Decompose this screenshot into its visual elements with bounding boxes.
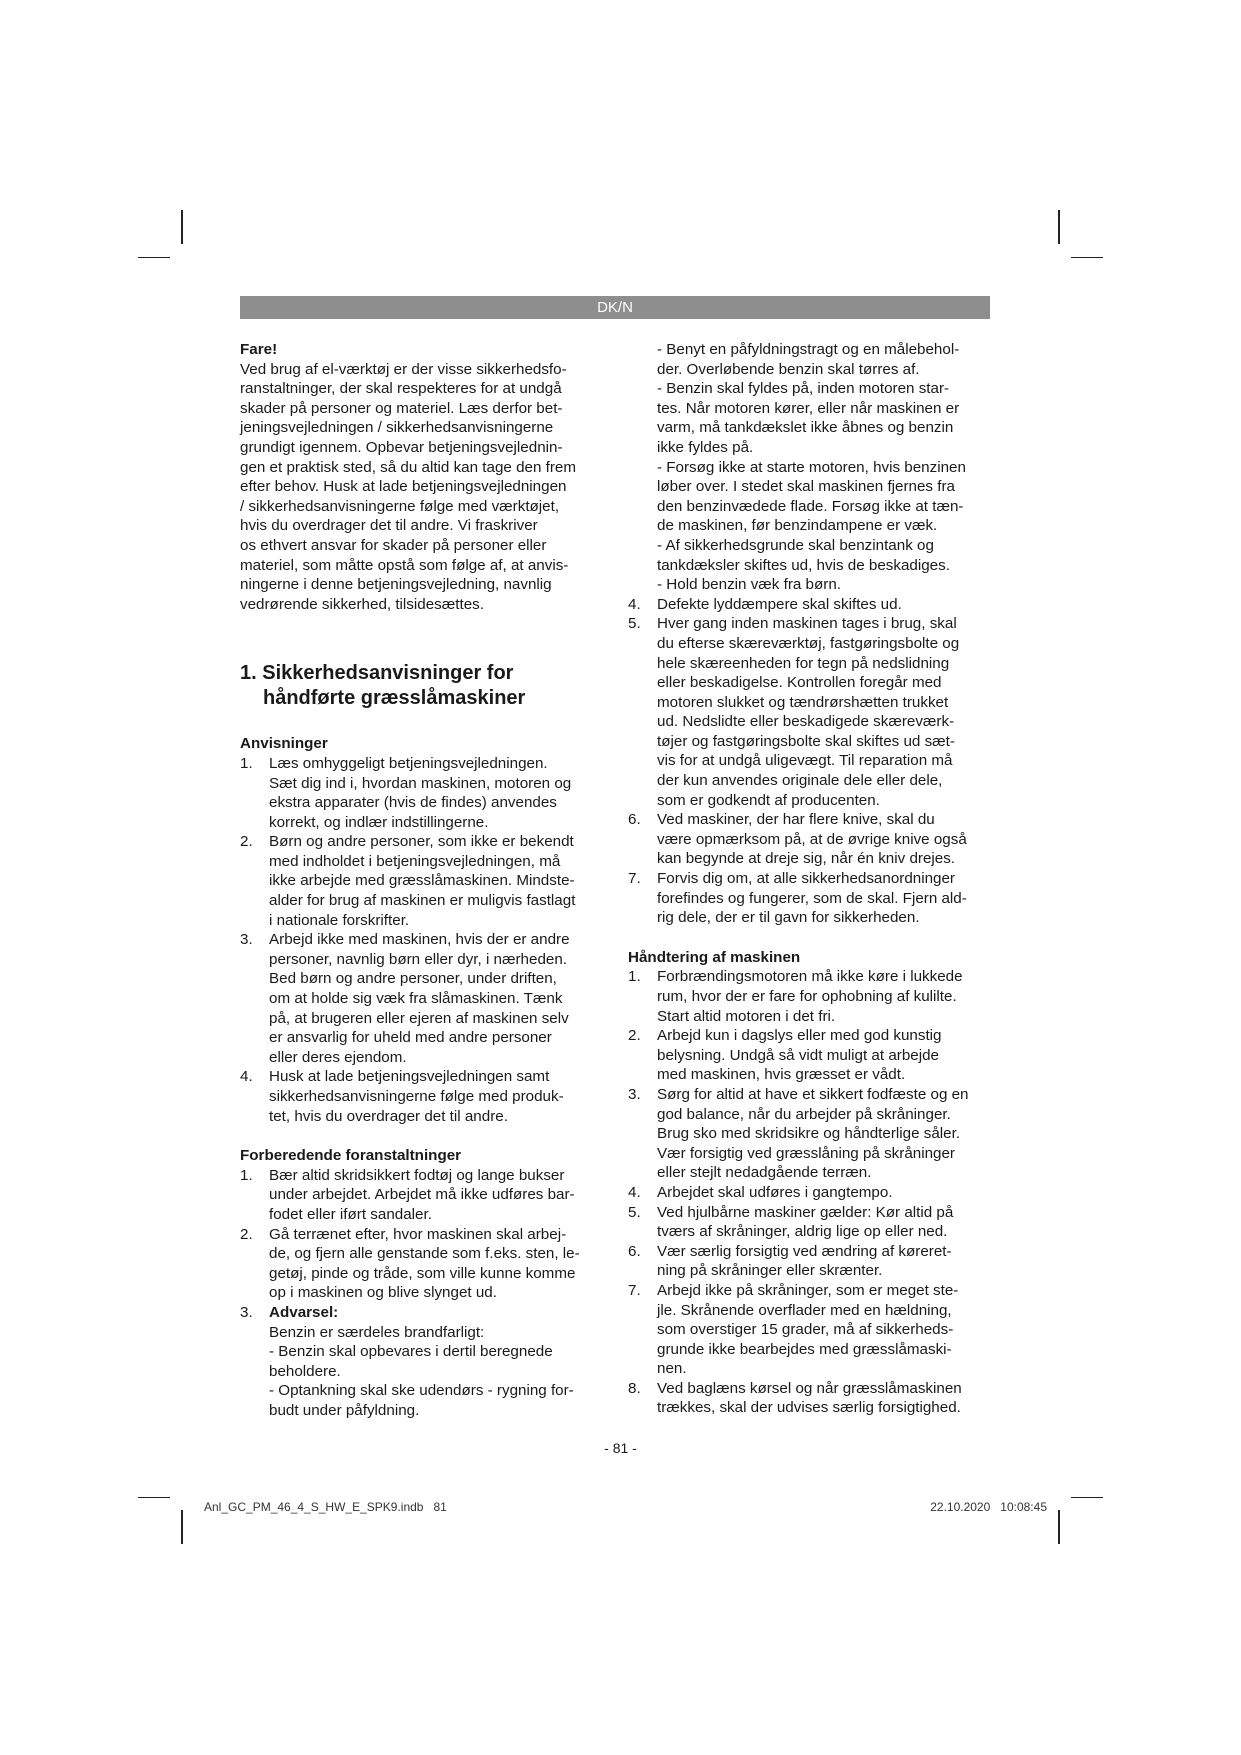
print-date-slug: 22.10.2020 10:08:45 [930, 1500, 1047, 1514]
list-item [240, 1303, 615, 1421]
text-line: ikke fyldes på. [657, 438, 754, 456]
crop-mark [1071, 257, 1103, 258]
advarsel-heading: Advarsel: [269, 1303, 339, 1321]
item-number: 1. [240, 1166, 253, 1184]
list-item [240, 1067, 615, 1126]
text-line: Vær forsigtig ved græsslåning på skråninger [657, 1144, 955, 1162]
text-line: ranstaltninger, der skal respekteres for at undgå [240, 380, 562, 398]
text-line: den benzinvædede flade. Forsøg ikke at tæn- [657, 497, 964, 515]
item-number: 8. [628, 1379, 641, 1397]
item-number: 6. [628, 811, 641, 829]
text-line: der. Overløbende benzin skal tørres af. [657, 360, 920, 378]
text-line: Forvis dig om, at alle sikkerhedsanordninger [657, 870, 955, 888]
forberedende-list-continued [628, 595, 990, 928]
item-number: 2. [628, 1027, 641, 1045]
text-line: nen. [657, 1360, 687, 1378]
text-line: Benzin er særdeles brandfarligt: [269, 1323, 485, 1341]
text-line: i nationale forskrifter. [269, 911, 410, 929]
item-number: 3. [628, 1085, 641, 1103]
text-line: eller deres ejendom. [269, 1048, 407, 1066]
text-line: ikke arbejde med græsslåmaskinen. Mindste- [269, 872, 575, 890]
item-number: 6. [628, 1242, 641, 1260]
text-line: rig dele, der er til gavn for sikkerheden. [657, 909, 920, 927]
item-number: 1. [628, 968, 641, 986]
language-label: DK/N [597, 299, 633, 316]
text-line: tværs af skråninger, aldrig lige op eller ned. [657, 1223, 948, 1241]
list-item [240, 754, 615, 832]
list-item [628, 595, 990, 615]
item-number: 7. [628, 870, 641, 888]
list-item [240, 832, 615, 930]
text-line: Hver gang inden maskinen tages i brug, skal [657, 615, 957, 633]
haandtering-list [628, 967, 990, 1418]
text-line: Defekte lyddæmpere skal skiftes ud. [657, 595, 902, 613]
text-line: er ansvarlig for uheld med andre personer [269, 1029, 552, 1047]
text-line: ekstra apparater (hvis de findes) anvendes [269, 794, 557, 812]
text-line: / sikkerhedsanvisningerne følge med værktøjet, [240, 497, 560, 515]
section-title-line: håndførte græsslåmaskiner [263, 687, 526, 710]
text-line: alder for brug af maskinen er muligvis fastlagt [269, 892, 576, 910]
item-number: 5. [628, 1203, 641, 1221]
page-number: - 81 - [604, 1440, 637, 1456]
crop-mark [181, 1510, 183, 1544]
text-line: Gå terrænet efter, hvor maskinen skal arbej- [269, 1225, 567, 1243]
text-line: eller stejlt nedadgående terræn. [657, 1164, 872, 1182]
text-line: vis for at undgå uligevægt. Til reparation må [657, 752, 953, 770]
section-title-line: 1. Sikkerhedsanvisninger for [240, 662, 514, 685]
section-title [240, 661, 615, 711]
text-line: være opmærksom på, at de øvrige knive også [657, 830, 967, 848]
text-line: du efterse skæreværktøj, fastgøringsbolte og [657, 634, 960, 652]
text-line: - Benzin skal fyldes på, inden motoren star- [657, 380, 950, 398]
language-header-bar [240, 296, 990, 319]
fare-heading: Fare! [240, 341, 278, 358]
text-line: Arbejd ikke med maskinen, hvis der er andre [269, 931, 570, 949]
text-line: materiel, som måtte opstå som følge af, at anvis- [240, 556, 569, 574]
crop-mark [1058, 1510, 1060, 1544]
text-line: løber over. I stedet skal maskinen fjernes fra [657, 478, 955, 496]
anvisninger-list [240, 754, 615, 1126]
list-item [628, 810, 990, 869]
item-number: 5. [628, 615, 641, 633]
text-line: - Benzin skal opbevares i dertil beregnede [269, 1343, 553, 1361]
text-line: grunde ikke bearbejdes med græsslåmaski- [657, 1340, 952, 1358]
item-number: 4. [628, 1183, 641, 1201]
list-item [628, 869, 990, 928]
text-line: som overstiger 15 grader, må af sikkerheds- [657, 1321, 954, 1339]
text-line: god balance, når du arbejder på skråninger. [657, 1105, 951, 1123]
text-line: Ved baglæns kørsel og når græsslåmaskinen [657, 1379, 962, 1397]
text-line: eller beskadigelse. Kontrollen foregår med [657, 674, 942, 692]
advarsel-continuation [628, 340, 990, 595]
text-line: efter behov. Husk at lade betjeningsvejledningen [240, 478, 567, 496]
text-line: jle. Skrånende overflader med en hældning, [657, 1301, 952, 1319]
item-number: 1. [240, 754, 253, 772]
forberedende-list [240, 1166, 615, 1421]
text-line: på, at brugeren eller ejeren af maskinen selv [269, 1009, 569, 1027]
text-line: varm, må tankdækslet ikke åbnes og benzin [657, 419, 954, 437]
list-item [628, 1379, 990, 1418]
text-line: Ved maskiner, der har flere knive, skal du [657, 811, 935, 829]
item-number: 3. [240, 1303, 253, 1321]
text-line: Læs omhyggeligt betjeningsvejledningen. [269, 754, 548, 772]
text-line: som er godkendt af producenten. [657, 791, 880, 809]
left-column [240, 340, 615, 1421]
text-line: rum, hvor der er fare for ophobning af kulilte. [657, 988, 957, 1005]
text-line: Arbejdet skal udføres i gangtempo. [657, 1183, 893, 1201]
text-line: Vær særlig forsigtig ved ændring af køreret- [657, 1242, 952, 1260]
list-item [240, 930, 615, 1067]
text-line: tøjer og fastgøringsbolte skal skiftes ud sæt- [657, 732, 955, 750]
text-line: - Optankning skal ske udendørs - rygning for- [269, 1382, 574, 1400]
text-line: Brug sko med skridsikre og håndterlige såler. [657, 1125, 961, 1143]
text-line: ning på skråninger eller skrænter. [657, 1262, 883, 1280]
text-line: skader på personer og materiel. Læs derfor bet- [240, 399, 563, 417]
text-line: Arbejd ikke på skråninger, som er meget ste- [657, 1281, 959, 1299]
text-line: med indholdet i betjeningsvejledningen, må [269, 852, 561, 870]
list-item [628, 1026, 990, 1085]
text-line: de maskinen, før benzindampene er væk. [657, 517, 938, 535]
text-line: personer, navnlig børn eller dyr, i nærheden. [269, 950, 568, 968]
item-number: 4. [240, 1068, 253, 1086]
item-number: 2. [240, 1225, 253, 1243]
text-line: beholdere. [269, 1362, 341, 1380]
list-item [628, 1203, 990, 1242]
text-line: Sæt dig ind i, hvordan maskinen, motoren og [269, 774, 572, 792]
text-line: - Af sikkerhedsgrunde skal benzintank og [657, 536, 934, 554]
text-line: under arbejdet. Arbejdet må ikke udføres bar- [269, 1186, 575, 1204]
list-item [628, 1242, 990, 1281]
text-line: hele skæreenheden for tegn på nedslidning [657, 654, 950, 672]
text-line: vedrørende sikkerhed, tilsidesættes. [240, 595, 484, 613]
text-line: tes. Når motoren kører, eller når maskinen er [657, 399, 960, 417]
item-number: 2. [240, 833, 253, 851]
right-column [628, 340, 990, 1418]
text-line: Arbejd kun i dagslys eller med god kunstig [657, 1027, 942, 1045]
text-line: kan begynde at dreje sig, når én kniv drejes. [657, 850, 956, 868]
text-line: om at holde sig væk fra slåmaskinen. Tænk [269, 990, 563, 1008]
fare-text [240, 360, 615, 615]
text-line: Sørg for altid at have et sikkert fodfæste og en [657, 1085, 969, 1103]
text-line: - Hold benzin væk fra børn. [657, 576, 842, 594]
crop-mark [138, 257, 170, 258]
text-line: motoren slukket og tændrørshætten trukket [657, 693, 949, 711]
text-line: Ved hjulbårne maskiner gælder: Kør altid på [657, 1203, 954, 1221]
crop-mark [1058, 210, 1060, 244]
crop-mark [138, 1497, 170, 1498]
anvisninger-heading: Anvisninger [240, 735, 328, 753]
list-item [628, 1085, 990, 1183]
text-line: de, og fjern alle genstande som f.eks. sten, le- [269, 1245, 580, 1263]
text-line: Husk at lade betjeningsvejledningen samt [269, 1068, 550, 1086]
text-line: grundigt igennem. Opbevar betjeningsvejlednin- [240, 438, 563, 456]
text-line: getøj, pinde og tråde, som ville kunne komme [269, 1264, 576, 1282]
text-line: forefindes og fungerer, som de skal. Fjern ald- [657, 889, 967, 907]
text-line: Bed børn og andre personer, under driften, [269, 970, 557, 988]
text-line: der kun anvendes originale dele eller dele, [657, 772, 943, 790]
crop-mark [181, 210, 183, 244]
text-line: med maskinen, hvis græsset er vådt. [657, 1066, 906, 1084]
text-line: belysning. Undgå så vidt muligt at arbejde [657, 1046, 939, 1064]
text-line: tankdæksler skiftes ud, hvis de beskadiges. [657, 556, 950, 574]
text-line: gen et praktisk sted, så du altid kan tage den frem [240, 458, 577, 476]
text-line: ud. Nedslidte eller beskadigede skæreværk- [657, 713, 955, 731]
text-line: jeningsvejledningen / sikkerhedsanvisningerne [240, 419, 554, 437]
haandtering-heading: Håndtering af maskinen [628, 948, 801, 966]
text-line: hvis du overdrager det til andre. Vi fraskriver [240, 517, 538, 535]
crop-mark [1071, 1497, 1103, 1498]
text-line: os ethvert ansvar for skader på personer eller [240, 536, 547, 554]
item-number: 4. [628, 595, 641, 613]
item-number: 7. [628, 1281, 641, 1299]
print-file-slug: Anl_GC_PM_46_4_S_HW_E_SPK9.indb 81 [204, 1500, 447, 1514]
text-line: sikkerhedsanvisningerne følge med produk- [269, 1088, 564, 1105]
text-line: ningerne i denne betjeningsvejledning, navnlig [240, 576, 552, 594]
text-line: fodet eller iført sandaler. [269, 1205, 432, 1223]
list-item [240, 1166, 615, 1225]
text-line: budt under påfyldning. [269, 1401, 420, 1419]
item-number: 3. [240, 931, 253, 949]
list-item [240, 1225, 615, 1303]
text-line: - Benyt en påfyldningstragt og en målebehol- [657, 341, 960, 358]
text-line: Bær altid skridsikkert fodtøj og lange bukser [269, 1166, 565, 1184]
list-item [628, 967, 990, 1026]
text-line: trækkes, skal der udvises særlig forsigtighed. [657, 1399, 961, 1417]
text-line: - Forsøg ikke at starte motoren, hvis benzinen [657, 458, 966, 476]
list-item [628, 614, 990, 810]
text-line: Børn og andre personer, som ikke er bekendt [269, 833, 574, 851]
text-line: tet, hvis du overdrager det til andre. [269, 1107, 508, 1125]
text-line: Start altid motoren i det fri. [657, 1007, 836, 1025]
text-line: korrekt, og indlær indstillingerne. [269, 813, 489, 831]
text-line: op i maskinen og blive slynget ud. [269, 1284, 497, 1302]
text-line: Ved brug af el-værktøj er der visse sikkerhedsfo- [240, 360, 567, 378]
text-line: Forbrændingsmotoren må ikke køre i lukkede [657, 968, 963, 986]
list-item [628, 1183, 990, 1203]
list-item [628, 1281, 990, 1379]
forberedende-heading: Forberedende foranstaltninger [240, 1147, 462, 1165]
